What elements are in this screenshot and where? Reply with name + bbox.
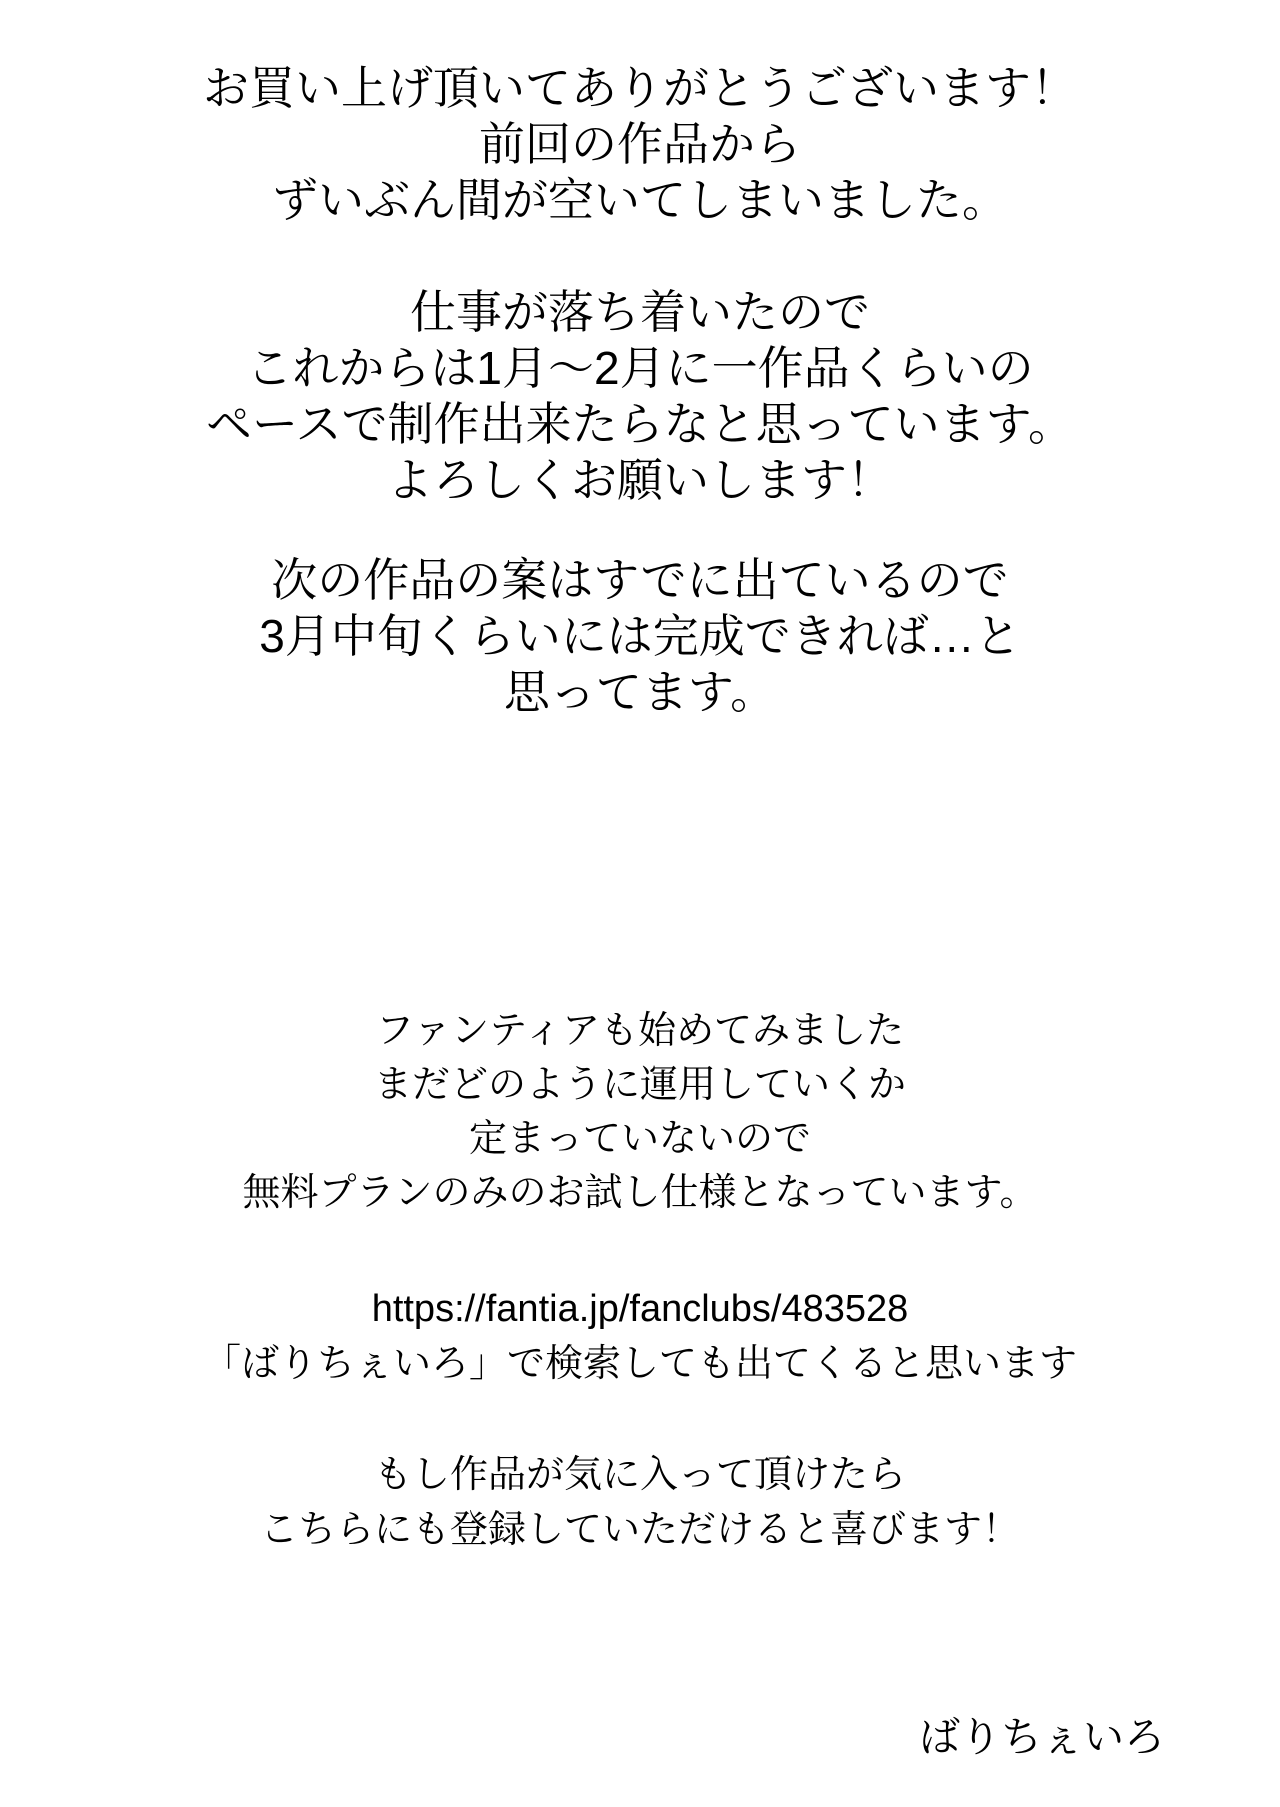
schedule-line: よろしくお願いします！ bbox=[387, 454, 893, 506]
schedule-line: 仕事が落ち着いたので bbox=[410, 286, 870, 338]
paragraph-fantia-link bbox=[0, 1282, 1280, 1392]
next-work-line: 次の作品の案はすでに出ているので bbox=[271, 554, 1009, 606]
paragraph-fantia bbox=[0, 1004, 1280, 1220]
fantia-line: まだどのように運用していくか bbox=[373, 1064, 906, 1106]
fantia-line: ファンティアも始めてみました bbox=[375, 1010, 905, 1052]
schedule-line: ペースで制作出来たらなと思っています。 bbox=[205, 398, 1075, 450]
paragraph-thanks bbox=[0, 60, 1280, 228]
register-request-line: こちらにも登録していただけると喜びます！ bbox=[259, 1509, 1020, 1551]
fantia-search-hint: 「ばりちぇいろ」で検索しても出てくると思います bbox=[202, 1343, 1077, 1385]
paragraph-next-work bbox=[0, 552, 1280, 720]
fantia-url: https://fantia.jp/fanclubs/483528 bbox=[371, 1288, 909, 1330]
fantia-line: 定まっていないので bbox=[468, 1118, 811, 1160]
thanks-line: ずいぶん間が空いてしまいました。 bbox=[272, 174, 1008, 226]
paragraph-schedule bbox=[0, 284, 1280, 508]
fantia-line: 無料プランのみのお試し仕様となっています。 bbox=[242, 1172, 1038, 1214]
paragraph-register-request bbox=[0, 1448, 1280, 1558]
thanks-line: 前回の作品から bbox=[479, 118, 801, 170]
schedule-line: これからは1月～2月に一作品くらいの bbox=[246, 342, 1034, 394]
next-work-line: 3月中旬くらいには完成できれば…と bbox=[259, 610, 1021, 662]
thanks-line: お買い上げ頂いてありがとうございます！ bbox=[203, 62, 1077, 114]
next-work-line: 思ってます。 bbox=[503, 666, 777, 718]
author-signature: ばりちぇいろ bbox=[919, 1714, 1165, 1760]
register-request-line: もし作品が気に入って頂けたら bbox=[373, 1454, 906, 1496]
